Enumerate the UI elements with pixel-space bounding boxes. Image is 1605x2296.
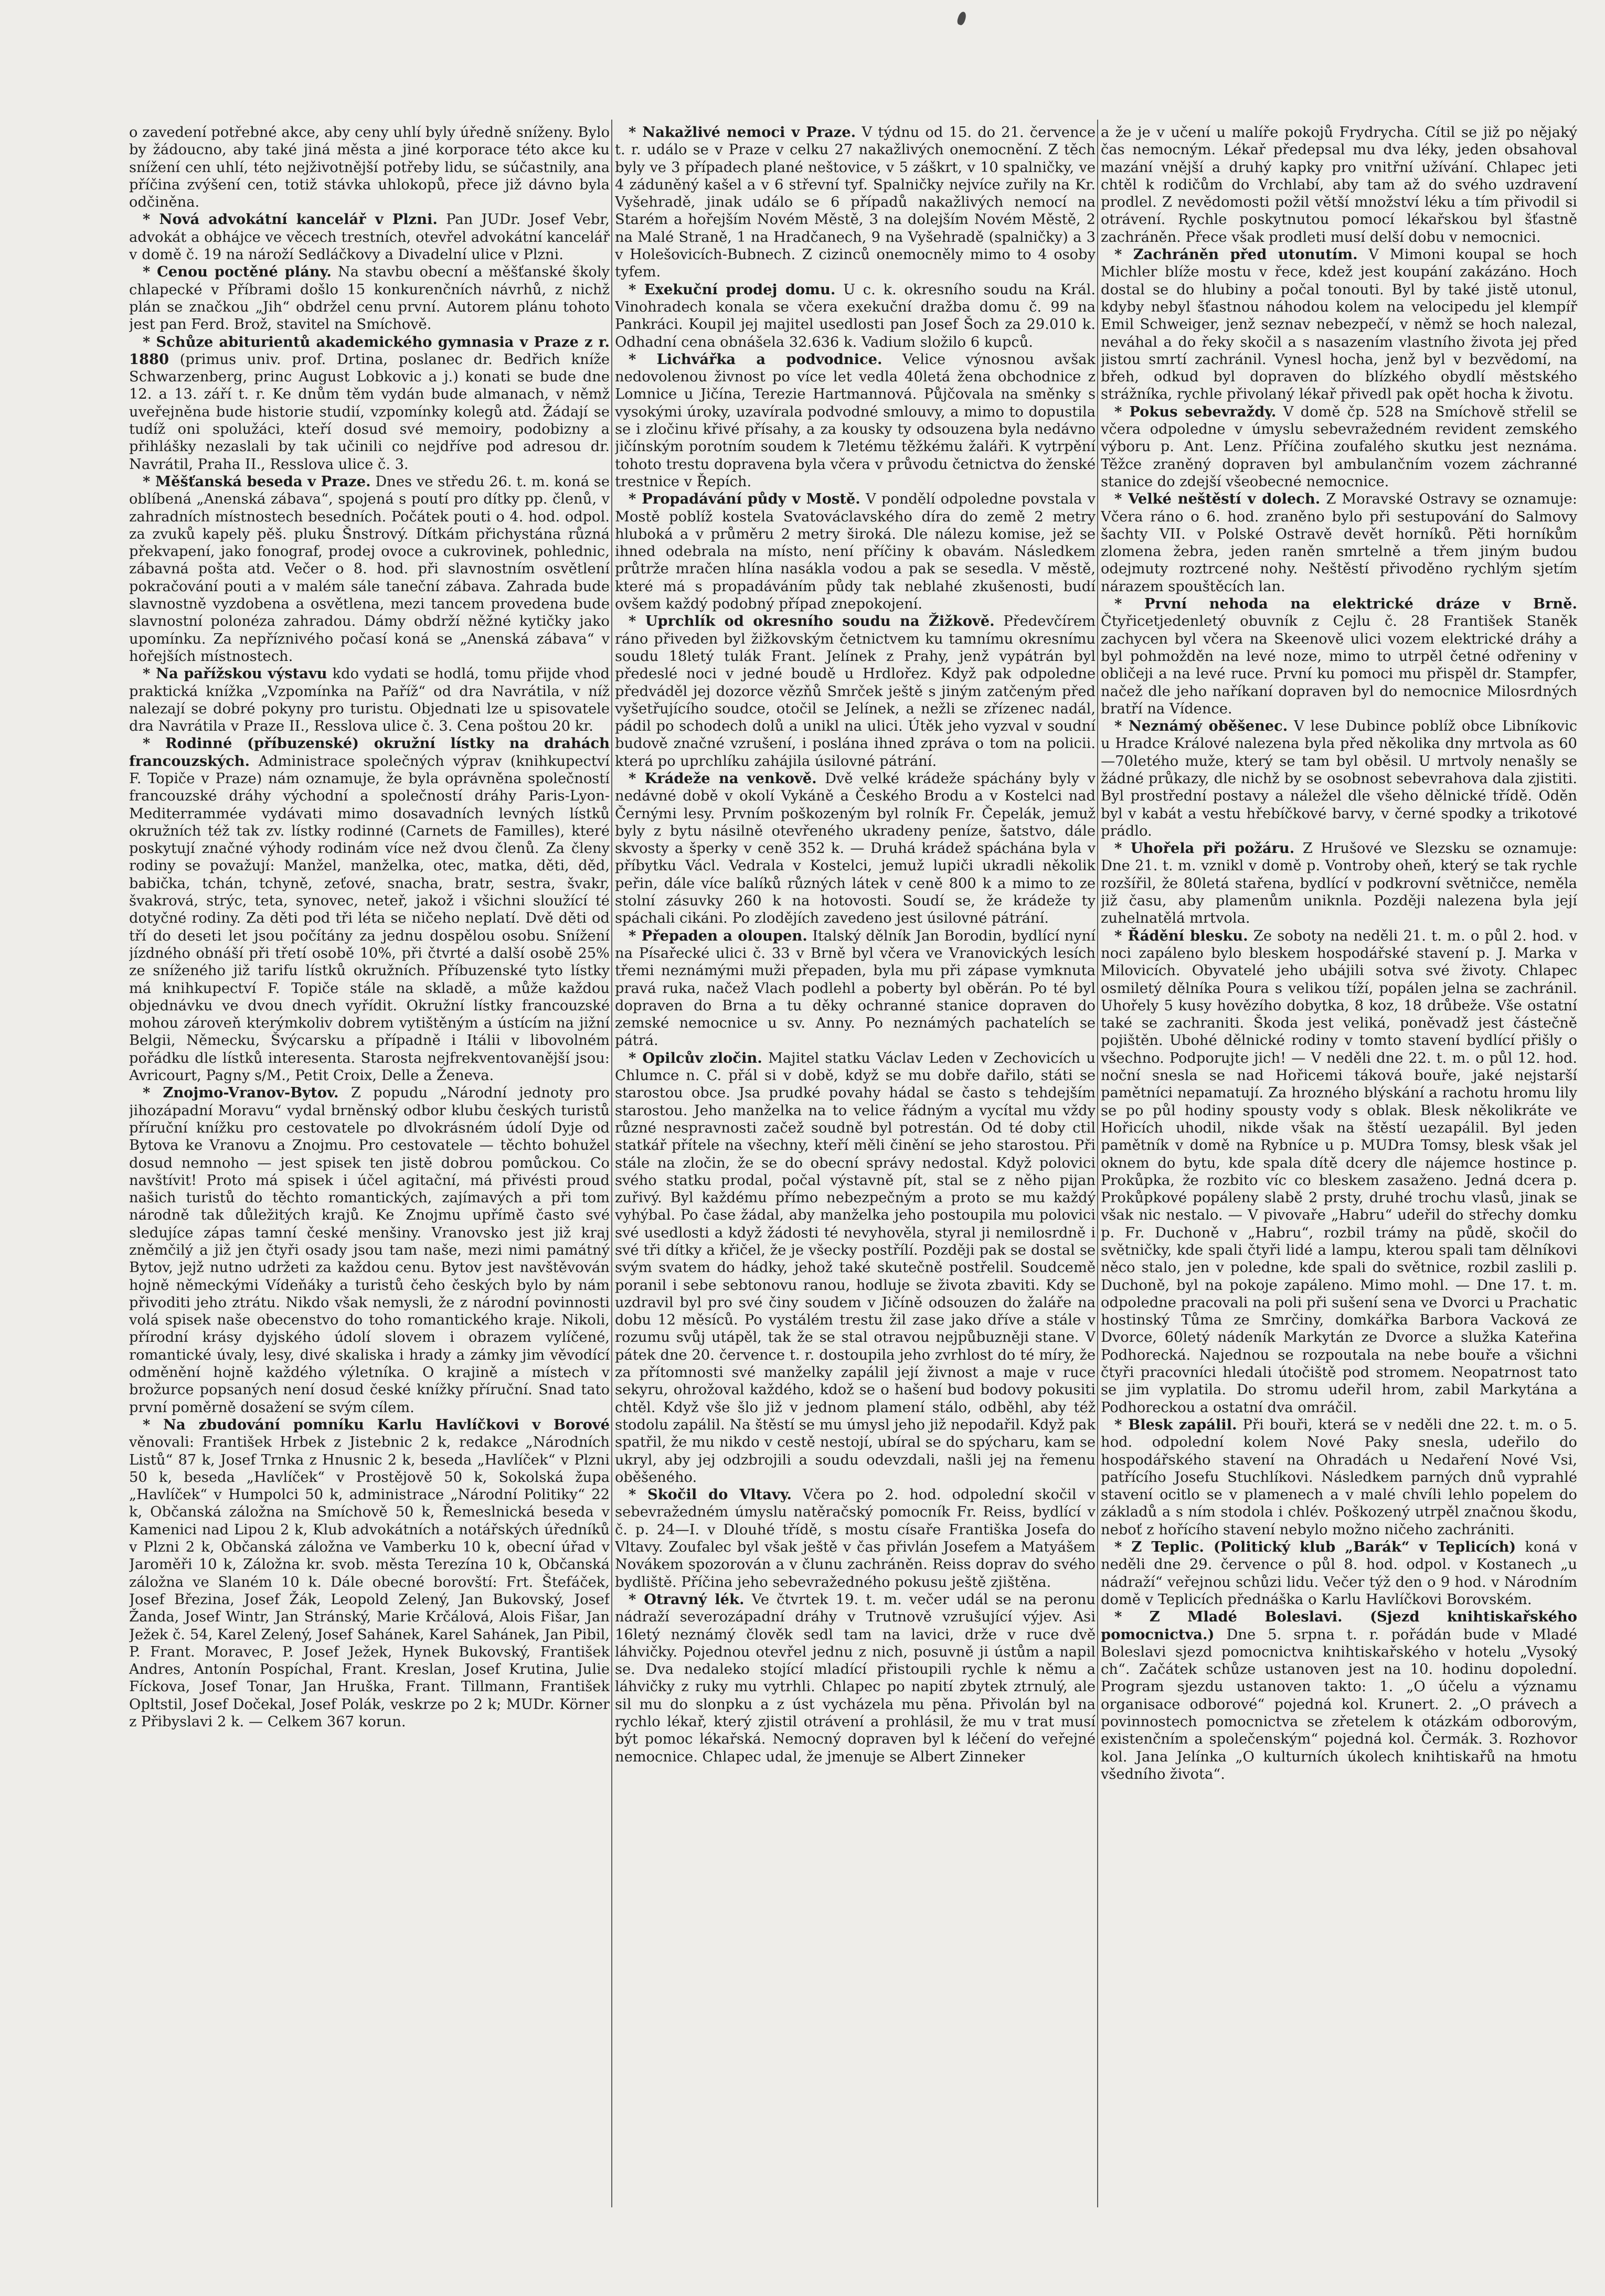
news-body: Ve čtvrtek 19. t. m. večer udál se na peronu nádraží severozápadní dráhy v Trutnově vzrušující výjev. Asi 16letý neznámý člověk sedl tam na lavici, drže v ruce dvě láhvičky. Pojednou otevřel jednu z nich, posuvně ji ústům a napil se. Dva nedaleko stojící mladící přistoupili rychle k němu a láhvičky z ruky mu vytrhli. Chlapec po napití zbytek ztrnulý, ale sil mu do slonpku a z úst vycházela mu pěna. Přivolán byl na rychlo lékař, který zjistil otrávení a prohlásil, že mu v trat musí být pomoc lékařská. Nemocný dopraven byl k léčení do veřejné nemocnice. Chlapec udal, že jmenuje se Albert Zinneker <box>615 1591 1096 1765</box>
news-item <box>1101 718 1577 840</box>
news-item <box>129 735 610 1084</box>
news-headline: * Z Teplic. (Politický klub „Barák“ v Teplicích) <box>1114 1539 1516 1556</box>
news-body: Majitel statku Václav Leden v Zechovicích u Chlumce n. C. přál si v době, když se mu dobře dařilo, státi se starostou obce. Jsa prudké povahy hádal se často s tehdejším starostou. Jeho manželka na to velice řádným a vycítal mu vždy různé nespravnosti začež soudně byl potrestán. Od té doby ctil statkář přítele na všechny, kteří měli činění se jeho starostou. Při stále na zločin, že se do obecní správy nedostal. Když polovici svého statku prodal, počal výstavně pít, stal se z něho pijan zuřivý. Byl každému přímo nebezpečným a proto se mu každý vyhýbal. Po čase žádal, aby manželka jeho postoupila mu polovici své usedlosti a když žádosti té nevyhověla, styral ji nemilosrdně i své tři dítky a křičel, že je všecky postřílí. Později pak se dostal se svým svatem do hádky, jehož také skutečně postřelil. Soudcemě poranil i sebe sebtonovu ranou, hodluje se života zbaviti. Kdy se uzdravil byl pro své činy soudem v Jičíně odsouzen do žaláře na dobu 12 měsíců. Po vystálém trestu žil zase jako dříve a stále v rozumu svůj utápěl, tak že se stal otravou nejpůbuzněji stane. V pátek dne 20. července t. r. dostoupila jeho zvrhlost do té míry, že za přítomnosti své manželky zapálil její živnost a maje v ruce sekyru, ohrožoval každého, kdož se o hašení bud bodovy pokusiti chtěl. Když vše šlo již v jednom plamení stálo, odběhl, aby též stodolu zapálil. Na štěstí se mu úmysl jeho již nepodařil. Když pak spatřil, že mu nikdo v cestě nestojí, ubíral se do spýcharu, kam se ukryl, aby jej odzbrojili a soudu odevzdali, našli jej na řemenu oběšeného. <box>615 1050 1096 1486</box>
ink-spot <box>956 10 967 26</box>
news-body: Velice výnosnou avšak nedovolenou živnost po více let vedla 40letá žena obchodnice z Lomnice u Jičína, Terezie Hartmannová. Půjčovala na směnky s vysokými úroky, uzavírala podvodné smlouvy, a mimo to dopustila se i zločinu křivé přísahy, a za kousky ty odsouzena byla nedávno jičínským porotním soudem k 7letému těžkému žaláři. K vytrpění tohoto trestu dopravena byla včera v průvodu četnictva do ženské trestnice v Řepích. <box>615 351 1096 490</box>
news-item <box>1101 927 1577 1416</box>
news-item <box>1101 1539 1577 1608</box>
news-body: a že je v učení u malíře pokojů Frydrycha. Cítil se již po nějaký čas nemocným. Lékař předepsal mu dva léky, jeden obsahoval mazání vnější a druhý kapky pro vnitřní užívání. Chlapec jeti chtěl k rodičům do Vrchlabí, aby tam až do svého uzdravení prodlel. Z nevědomosti požil větší množství léku a tím přivodil si otrávení. Rychle poskytnutou pomocí lékařskou byl šťastně zachráněn. Přece však prodleti musí delší dobu v nemocnici. <box>1101 124 1577 245</box>
news-headline: * Nová advokátní kancelář v Plzni. <box>143 211 438 228</box>
news-headline: * Na pařížskou výstavu <box>143 665 327 682</box>
news-body: Včera po 2. hod. odpolední skočil v sebevražedném úmyslu natěračský pomocník Fr. Reiss, bydlící v č. p. 24—I. v Dlouhé třídě, s mostu císaře Františka Josefa do Vltavy. Zoufalec byl však ještě v čas přivlán Josefem a Matyášem Novákem spozorován a v člunu zachráněn. Reiss doprav do svého bydliště. Příčina jeho sebevražedného pokusu ještě zjištěna. <box>615 1487 1096 1590</box>
news-body: V Mimoni koupal se hoch Michler blíže mostu v řece, kdež jest koupání zakázáno. Hoch dostal se do hlubiny a počal tonouti. Byl by také jistě utonul, kdyby nebyl šťastnou náhodou kolem na velocipedu jel klempíř Emil Schweiger, jenž seznav nebezpečí, v němž se hoch nalezal, neváhal a do řeky skočil a s nasazením vlastního života jej před jistou smrtí zachránil. Vynesl hocha, jenž byl v bezvědomí, na břeh, odkud byl dopraven do blízkého obydlí městského strážníka, rychle přivolaný lékař přivedl pak opět hocha k životu. <box>1101 247 1577 403</box>
news-headline: * Uprchlík od okresního soudu na Žižkově. <box>629 613 995 630</box>
news-body: Administrace společných výprav (knihkupectví F. Topiče v Praze) nám oznamuje, že byla oprávněna společností francouzské dráhy východní a společností dráhy Paris-Lyon-Mediterrammée vydávati mimo dosavadních levných lístků okružních též tak zv. lístky rodinné (Carnets de Familles), které poskytují značné výhody rodinám více než dvou členů. Za členy rodiny se považují: Manžel, manželka, otec, matka, děti, děd, babička, tchán, tchyně, zeťové, snacha, bratr, sestra, švakr, švakrová, strýc, teta, synovec, neteř, jakož i všichni sloužící té dotyčné rodiny. Za děti pod tři léta se ničeho neplatí. Dvě děti od tří do deseti let jsou počítány za jednu dospělou osobu. Snížení jízdného obnáší při třetí osobě 10%, při čtvrté a další osobě 25% ze sníženého již tarifu lístků okružních. Příbuzenské tyto lístky má knihkupectví F. Topiče stále na skladě, a může každou objednávku ve dvou dnech vyřídit. Okružní lístky francouzské mohou zároveň kterýmkoliv dobrem vytištěným a ústícím na jižní Belgii, Německu, Švýcarsku a případně i Itálii v libovolném pořádku dle lístků interesenta. Starosta nejfrekventovanější jsou: Avricourt, Pagny s/M., Petit Croix, Delle a Ženeva. <box>129 753 610 1084</box>
news-headline: * Neznámý oběšenec. <box>1114 718 1288 735</box>
news-headline: * Velké neštěstí v dolech. <box>1114 490 1321 508</box>
news-headline: * Opilcův zločin. <box>629 1049 762 1066</box>
news-headline: * Řádění blesku. <box>1114 927 1248 944</box>
news-headline: * Exekuční prodej domu. <box>629 281 836 298</box>
news-item <box>1101 246 1577 403</box>
news-body: V domě čp. 528 na Smíchově střelil se včera odpoledne v úmyslu sebevražedném revident zemského výboru p. Ant. Lenz. Příčina zoufalého skutku jest neznáma. Těžce zraněný dopraven byl ambulančním vozem záchranné stanice do zdejší všeobecné nemocnice. <box>1101 403 1577 490</box>
news-item <box>129 473 610 665</box>
news-headline: * Zachráněn před utonutím. <box>1114 246 1358 263</box>
news-body: koná v neděli dne 29. července o půl 8. hod. odpol. v Kostanech „u nádraží“ veřejnou schůzi lidu. Večer týž den o 9 hod. v Národním domě v Teplicích přednáška o Karlu Havlíčkovi Borovském. <box>1101 1539 1577 1608</box>
news-headline: * Přepaden a oloupen. <box>629 927 807 944</box>
news-item <box>129 334 610 473</box>
news-item <box>1101 1416 1577 1539</box>
news-item <box>1101 124 1577 246</box>
news-item <box>615 927 1096 1050</box>
news-body: o zavedení potřebné akce, aby ceny uhlí byly úředně sníženy. Bylo by žádoucno, aby také jiná města a jiné korporace této akce ku snížení cen uhlí, této nejživotnější potřeby lidu, se súčastnily, ana příčina zvýšení cen, totiž stávka uhlokopů, přece již dávno byla odčiněna. <box>129 124 610 211</box>
news-body: Z Hrušové ve Slezsku se oznamuje: Dne 21. t. m. vznikl v domě p. Vontroby oheň, který se tak rychle rozšířil, že 80letá stařena, bydlící v podkrovní světničce, neměla již času, aby plamenům uniknla. Později nalezena byla její zuhelnatělá mrtvola. <box>1101 840 1577 927</box>
news-item <box>615 1050 1096 1486</box>
news-item <box>129 1416 610 1731</box>
news-headline: * Rodinné (příbuzenské) okružní lístky na drahách francouzských. <box>129 735 610 770</box>
news-body: Z popudu „Národní jednoty pro jihozápadní Moravu“ vydal brněnský odbor klubu českých turistů příruční knížku pro cestovatele po dlvokrásném údolí Dyje od Bytova ke Vranovu a Znojmu. Pro cestovatele — těchto bohužel dosud nemnoho — jest spisek ten jistě dobrou pomůckou. Co navštívit! Proto má spisek i účel agitační, má přivésti proud našich turistů do těchto romantických, zajímavých a při tom národně tak důležitých krajů. Ke Znojmu upřímě často své sledujíce zápas tamní české menšiny. Vranovsko jest již kraj zněmčilý a již jen čtyři osady jsou tam naše, mezi nimi památný Bytov, jejž nutno udržeti za každou cenu. Bytov jest navštěvován hojně německými Vídeňáky a turistů čeho českých bylo by nám přivoditi jeho ztrátu. Nikdo však nemysli, že z národní povinnosti volá spisek naše obecenstvo do toho romantického kraje. Nikoli, přírodní krásy dyjského údolí slovem i obrazem vylíčené, romantické úvaly, lesy, divé skaliska i hrady a zámky jim věvodící odměnění hojně každého výletníka. O krajině a místech v brožurce popsaných není dosud české knížky příruční. Snad tato první poměrně dosažení se svým cílem. <box>129 1085 610 1416</box>
news-item <box>1101 1608 1577 1783</box>
news-item <box>1101 403 1577 490</box>
news-item <box>615 124 1096 281</box>
news-headline: * Propadávání půdy v Mostě. <box>629 490 860 508</box>
news-body: Předevčírem ráno přiveden byl žižkovským četnictvem ku tamnímu okresnímu soudu 18letý tulák Frant. Jelínek z Prahy, jenž vypátrán byl předeslé noci v jedné boudě u Hrdlořez. Když pak odpoledne předváděl jej dozorce vězňů Smrček ještě s jiným zatčeným před vyšetřujícího soudce, otočil se Jelínek, a nežli se zřízenec nadál, pádil po schodech dolů a unikl na ulici. Útěk jeho vyzval v soudní budově značné vzrušení, i poslána ihned zpráva o tom na policii. která po uprchlíku zahájila úsilovné pátrání. <box>615 613 1096 770</box>
news-headline: * Z Mladé Boleslavi. (Sjezd knihtiskařského pomocnictva.) <box>1101 1608 1577 1643</box>
news-body: Dvě velké krádeže spáchány byly v nedávné době v okolí Vykáně a Českého Brodu a v Kostelci nad Černými lesy. Prvním poškozeným byl rolník Fr. Čepelák, jemuž byly z bytu násilně otevřeného ukradeny peníze, šatstvo, dále skvosty a šperky v ceně 352 k. — Druhá krádež spáchána byla v příbytku Václ. Vedrala v Kostelci, jemuž lupiči ukradli několik peřin, dále více balíků různých látek v ceně 800 k a mimo to ze stolní zásuvky 260 k na hotovosti. Soudí se, že krádeže ty spáchali cikáni. Po zlodějích zavedeno jest úsilovné pátrání. <box>615 770 1096 927</box>
news-body: Italský dělník Jan Borodin, bydlící nyní na Písařecké ulici č. 33 v Brně byl včera ve Vranovických lesích třemi neznámými muži přepaden, byla mu při zápase vymknuta pravá ruka, načež Vlach podlehl a poberty byl oběrán. Po té byl dopraven do Brna a tu děky ochranné stanice dopraven do zemské nemocnice u sv. Anny. Po neznámých pachatelích se pátrá. <box>615 927 1096 1049</box>
news-body: Z Moravské Ostravy se oznamuje: Včera ráno o 6. hod. zraněno bylo při sestupování do Salmovy šachty VII. v Polské Ostravě devět horníků. Pěti horníkům zlomena žebra, jeden raněn smrtelně a třem jiným budou odejmuty roztrcené nohy. Neštěstí přivoděno rychlým sjetím nárazem spouštěcích lan. <box>1101 491 1577 595</box>
news-item <box>615 281 1096 351</box>
news-headline: * Uhořela při požáru. <box>1114 840 1295 857</box>
news-body: Dnes ve středu 26. t. m. koná se oblíbená „Anenská zábava“, spojená s poutí pro dítky pp. členů, v zahradních místnostech besedních. Počátek pouti o 4. hod. odpol. za zvuků kapely pěš. pluku Šnstrový. Dítkám přichystána různá překvapení, jako fonograf, prodej ovoce a cukrovinek, pohlednic, zábavná pošta atd. Večer o 8. hod. při slavnostním osvětlení pokračování pouti a v malém sále taneční zábava. Zahrada bude slavnostně vyzdobena a osvětlena, mezi tancem provedena bude slavnostní polonéza zahradou. Dámy obdrží něžné kytičky jako upomínku. Za nepříznivého počasí koná se „Anenská zábava“ v hořejších místnostech. <box>129 473 610 665</box>
news-body: (primus univ. prof. Drtina, poslanec dr. Bedřich kníže Schwarzenberg, princ August Lobkovic a j.) konati se bude dne 12. a 13. září t. r. Ke dnům těm vydán bude almanach, v němž uveřejněna bude historie studií, vzpomínky kolegů atd. Žádají se tudíž oni spolužáci, kteří dosud své memoiry, podobizny a přihlášky nezaslali by tak učinili co nejdříve pod adresou dr. Navrátil, Praha II., Resslova ulice č. 3. <box>129 351 610 473</box>
news-item <box>129 263 610 333</box>
news-body: V pondělí odpoledne povstala v Mostě poblíž kostela Svatováclavského díra do země 2 metry hluboká a v průměru 2 metry široká. Dle nálezu komise, jež se ihned odebrala na místo, není příčiny k obavám. Následkem průtrže mračen hlína nasákla vodou a pak se sesedla. V městě, které má s propadáváním půdy tak neblahé zkušenosti, budí ovšem každý podobný případ znepokojení. <box>615 491 1096 613</box>
news-body: V lese Dubince poblíž obce Libníkovic u Hradce Králové nalezena byla před několika dny mrtvola as 60—70letého muže, který se tam byl oběsil. U mrtvoly nenašly se žádné průkazy, dle nichž by se osobnost sebevrahova dala zjistiti. Byl prostřední postavy a náležel dle všeho dělnické třídě. Oděn byl v kabát a vestu hřebíčkové barvy, v černé spodky a trikotové prádlo. <box>1101 718 1577 839</box>
news-item <box>615 490 1096 613</box>
news-item <box>615 613 1096 770</box>
news-body: U c. k. okresního soudu na Král. Vinohradech konala se včera exekuční dražba domu č. 99 na Pankráci. Koupil jej majitel usedlosti pan Josef Šoch za 29.010 k. Odhadní cena obnášela 32.636 k. Vadium složilo 6 kupců. <box>615 281 1096 350</box>
news-headline: * Otravný lék. <box>629 1590 745 1608</box>
news-headline: * Nakažlivé nemoci v Praze. <box>629 124 856 141</box>
news-item <box>615 1591 1096 1766</box>
news-item <box>1101 490 1577 595</box>
column-rule-2 <box>1097 120 1098 2207</box>
column-3 <box>1101 124 1577 2217</box>
news-body: Na stavbu obecní a měšťanské školy chlapecké v Příbrami došlo 15 konkurenčních návrhů, z nichž plán se značkou „Jih“ obdržel cenu první. Autorem plánu tohoto jest pan Ferd. Brož, stavitel na Smíchově. <box>129 264 610 333</box>
news-headline: * První nehoda na elektrické dráze v Brně. <box>1114 595 1577 613</box>
news-body: Při bouři, která se v neděli dne 22. t. m. o 5. hod. odpolední kolem Nové Paky snesla, udeřilo do hospodářského stavení na Ohradách u Nedaření Nové Vsi, patřícího Josefu Stuchlíkovi. Následkem parných dnů vyprahlé stavení ocitlo se v plamenech a v malé chvíli lehlo popelem do základů a s ním stodola i chlév. Poškozený utrpěl značnou škodu, neboť z hořícího stavení nebylo možno ničeho zachrániti. <box>1101 1416 1577 1538</box>
news-headline: * Skočil do Vltavy. <box>629 1486 792 1503</box>
news-body: věnovali: František Hrbek z Jistebnic 2 k, redakce „Národních Listů“ 87 k, Josef Trnka z Hnusnic 2 k, beseda „Havlíček“ v Plzni 50 k, beseda „Havlíček“ v Prostějově 50 k, Sokolská župa „Havlíček“ v Humpolci 50 k, administrace „Národní Politiky“ 22 k, Občanská záložna na Smíchově 50 k, Řemeslnická beseda v Kamenici nad Lipou 2 k, Klub advokátních a notářských úředníků v Plzni 2 k, Občanská záložna ve Vamberku 10 k, obecní úřad v Jaroměři 10 k, Záložna kr. svob. města Terezína 10 k, Občanská záložna ve Slaném 10 k. Dále obecné borovští: Frt. Štefáček, Josef Březina, Josef Žák, Leopold Zelený, Jan Bukovský, Josef Žanda, Josef Wintr, Jan Stránský, Marie Krčálová, Alois Fišar, Jan Ježek č. 54, Karel Zelený, Josef Sahánek, Karel Sahánek, Jan Pibil, P. Frant. Moravec, P. Josef Ježek, Hynek Bukovský, František Andres, Antonín Pospíchal, Frant. Kreslan, Josef Krutina, Julie Fíckova, Josef Tonar, Jan Hruška, Frant. Tillmann, František Opltstil, Josef Dočekal, Josef Polák, veskrze po 2 k; MUDr. Körner z Přibyslavi 2 k. — Celkem 367 korun. <box>129 1434 610 1731</box>
news-item <box>129 211 610 263</box>
news-headline: * Znojmo-Vranov-Bytov. <box>143 1084 339 1102</box>
news-headline: * Pokus sebevraždy. <box>1114 403 1277 420</box>
news-body: Pan JUDr. Josef Vebr, advokát a obhájce ve věcech trestních, otevřel advokátní kancelář v domě č. 19 na nároží Sedláčkovy a Divadelní ulice v Plzni. <box>129 211 610 263</box>
news-body: V týdnu od 15. do 21. července t. r. událo se v Praze v celku 27 nakažlivých onemocnění. Z těch byly ve 3 případech plané neštovice, v 5 záškrt, v 10 spalničky, ve 4 záduněný kašel a v 6 střevní tyf. Spalničky nejvíce zuřily na Kr. Vyšehradě, jinak událo se 6 případů nakažlivých nemocí na Starém a hořejším Novém Městě, 3 na dolejším Novém Městě, 2 na Malé Straně, 1 na Hradčanech, 9 na Vyšehradě (spalničky) a 3 v Holešovicích-Bubnech. Z cizinců onemocněly mimo to 4 osoby tyfem. <box>615 124 1096 281</box>
news-item <box>615 1486 1096 1591</box>
news-item <box>615 770 1096 927</box>
column-1 <box>129 124 610 2217</box>
news-headline: * Měšťanská beseda v Praze. <box>143 473 371 490</box>
news-item <box>129 124 610 211</box>
column-2 <box>615 124 1096 2217</box>
news-body: Dne 5. srpna t. r. pořádán bude v Mladé Boleslavi sjezd pomocnictva knihtiskařského v hotelu „Vysoký ch“. Začátek schůze ustanoven jest na 10. hodinu dopolední. Program sjezdu ustanoven takto: 1. „O účelu a významu organisace odborové“ pojedná kol. Krunert. 2. „O právech a povinnostech pomocnictva se zřetelem k otázkám odborovým, existenčním a společenským“ pojedná kol. Čermák. 3. Rozhovor kol. Jana Jelínka „O kulturních úkolech knihtiskařů na hmotu všedního života“. <box>1101 1626 1577 1782</box>
news-headline: * Na zbudování pomníku Karlu Havlíčkovi v Borové <box>143 1416 610 1433</box>
news-headline: * Lichvářka a podvodnice. <box>629 350 883 368</box>
news-item <box>1101 840 1577 927</box>
news-item <box>1101 595 1577 718</box>
news-body: Ze soboty na neděli 21. t. m. o půl 2. hod. v noci zapáleno bylo bleskem hospodářské stavení p. J. Marka v Milovicích. Obyvatelé jeho ubájili sotva své životy. Chlapec osmiletý dělníka Poura s velikou tíží, popálen jelna se zachránil. Uhořely 5 kusy hovězího dobytka, 8 koz, 18 drůbeže. Vše ostatní také se zachraniti. Škoda jest veliká, poněvadž jest částečně pojištěn. Ubohé dělnické rodiny v tomto stavení bydlící přišly o všechno. Podporujte jich! — V neděli dne 22. t. m. o půl 12. hod. noční snesla se nad Hořicemi táková bouře, jaké nejstarší pamětníci nepamatují. Za hrozného blýskání a rachotu hromu lily se po půl hodiny spousty vody s oblak. Blesk několikráte ve Hořicích uhodil, nikde však na štěstí uezapálil. Byl jeden pamětník v domě na Rybníce u p. MUDra Tomsy, blesk však jel oknem do bytu, kde spala dítě dcery dle nájemce hostince p. Prokůpka, že rozbito víc co bleskem zasaženo. Jedná dcera p. Prokůpkové popáleny slabě 2 prsty, druhé trochu vlasů, jinak se však nic nestalo. — V pivovaře „Habru“ udeřil do střechy domku p. Fr. Duchoně v „Habru“, rozbil trámy na půdě, skočil do světničky, kde spali čtyři lidé a lampu, kterou spali tam dělníkovi něco stalo, jen v poledne, kde spali do světnice, rozbil zaslili p. Duchoně, byl na pokoje zapáleno. Mimo mohl. — Dne 17. t. m. odpoledne pracovali na poli při sušení sena ve Dvorci u Prachatic hostinský Tůma ze Smrčiny, domkářka Barbora Vacková ze Dvorce, 60letý nádeník Markytán ze Dvorce a služka Kateřina Podhorecká. Najednou se rozpoutala na nebe bouře a všichni čtyři pracovníci hledali útočiště pod stromem. Neopatrnost tato se jim vyplatila. Do stromu udeřil hrom, zabil Markytána a Podhoreckou a ostatní dva omráčil. <box>1101 927 1577 1416</box>
news-item <box>129 665 610 735</box>
news-item <box>615 351 1096 490</box>
news-item <box>129 1084 610 1416</box>
news-headline: * Krádeže na venkově. <box>629 770 817 787</box>
news-body: kdo vydati se hodlá, tomu přijde vhod praktická knížka „Vzpomínka na Paříž“ od dra Navrátila, v níž nalezají se dobré pokyny pro turistu. Objednati lze u spisovatele dra Navrátila v Praze II., Resslova ulice č. 3. Cena poštou 20 kr. <box>129 666 610 735</box>
news-headline: * Cenou poctěné plány. <box>143 263 332 281</box>
column-rule-1 <box>611 120 612 2207</box>
news-body: Čtyřicetjedenletý obuvník z Cejlu č. 28 František Staněk zachycen byl včera na Skeenově ulici vozem elektrické dráhy a byl pohmožděn na levé noze, mimo to utrpěl četné odřeniny v obličeji a na levé ruce. První ku pomoci mu přispěl dr. Stampfer, načež dle jeho naříkaní dopraven byl do nemocnice Milosrdných bratří na Vídence. <box>1101 613 1577 717</box>
news-headline: * Blesk zapálil. <box>1114 1416 1237 1433</box>
news-headline: * Schůze abiturientů akademického gymnasia v Praze z r. 1880 <box>129 333 610 368</box>
